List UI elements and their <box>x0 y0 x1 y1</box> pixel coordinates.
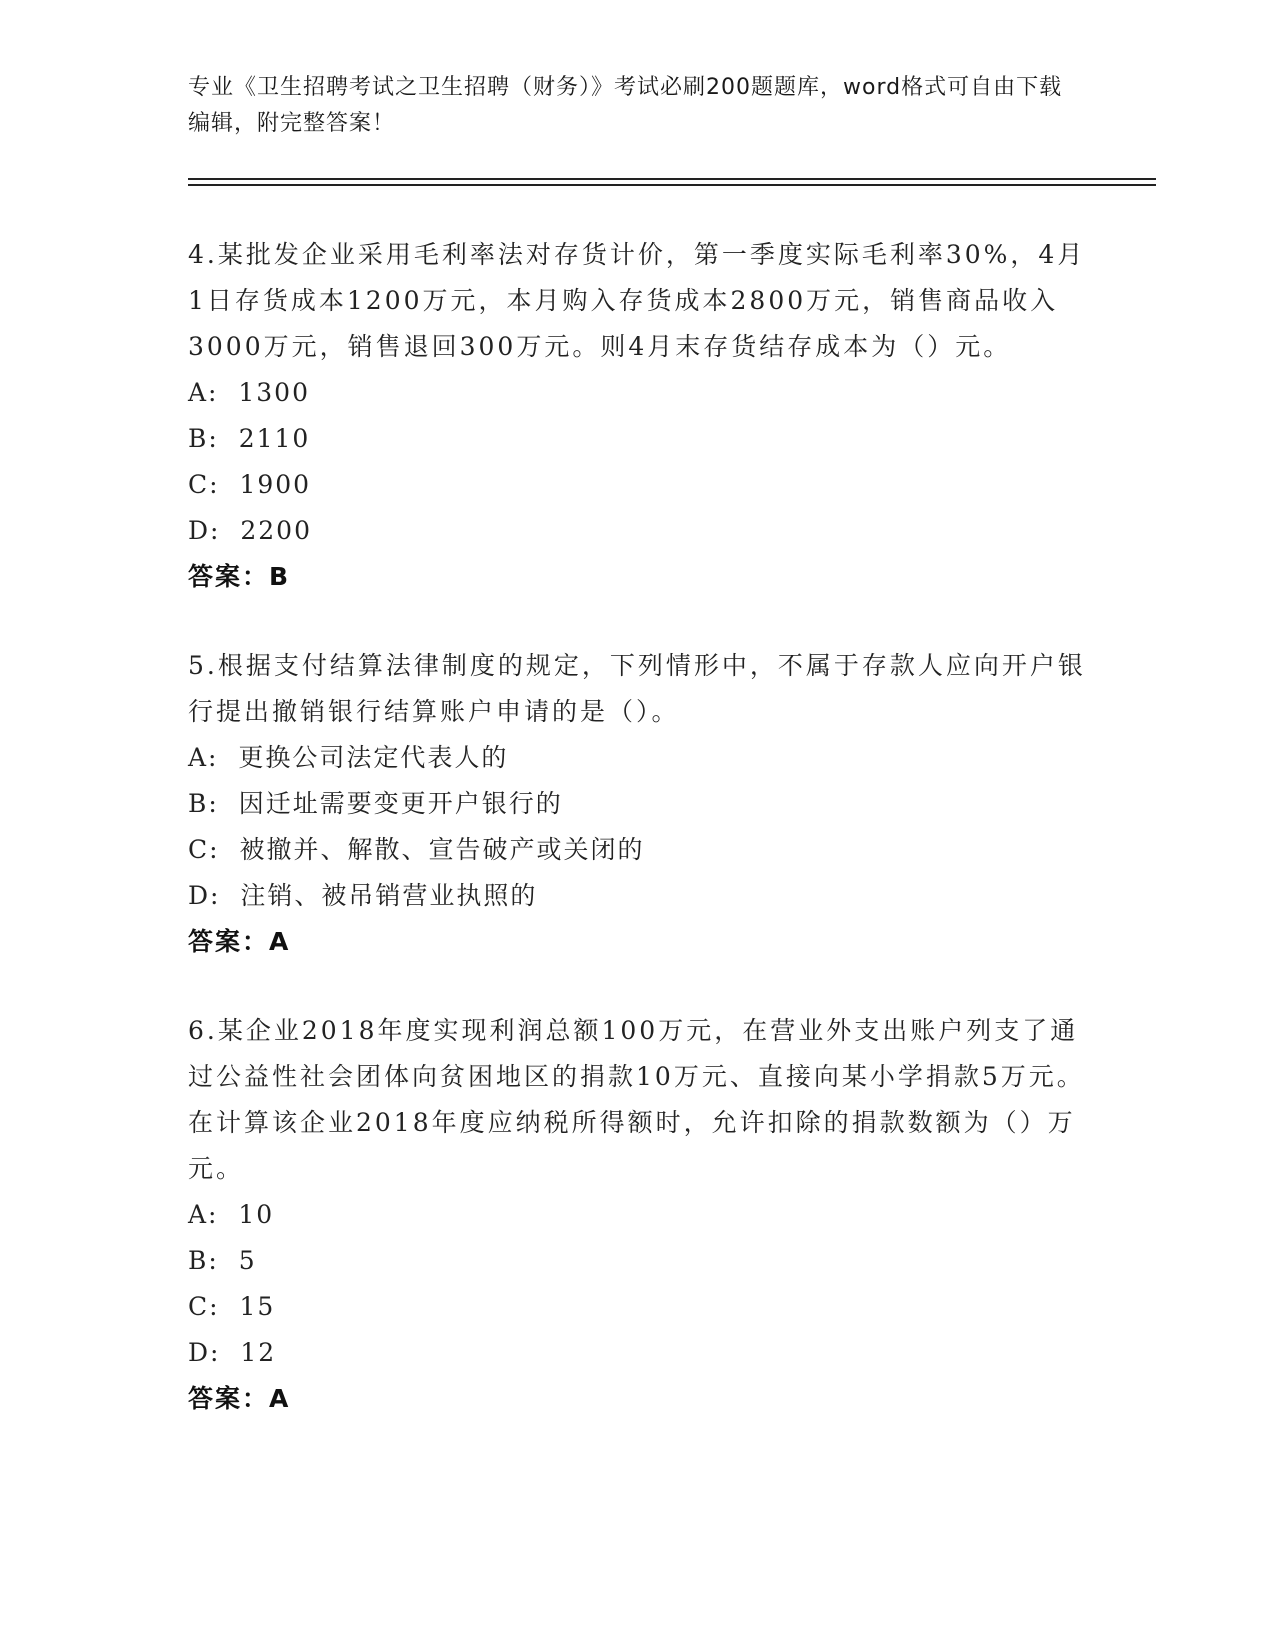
option-d: D: 注销、被吊销营业执照的 <box>188 881 538 910</box>
question-6 <box>188 1008 1088 1422</box>
option-d: D: 2200 <box>188 516 312 545</box>
option-a: A: 1300 <box>188 378 310 407</box>
question-4 <box>188 232 1088 600</box>
option-c: C: 被撤并、解散、宣告破产或关闭的 <box>188 835 645 864</box>
answer-line: 答案：A <box>188 1384 291 1413</box>
option-b: B: 2110 <box>188 424 311 453</box>
option-d: D: 12 <box>188 1338 277 1367</box>
option-a: A: 更换公司法定代表人的 <box>188 743 509 772</box>
option-a: A: 10 <box>188 1200 275 1229</box>
answer-line: 答案：A <box>188 927 291 956</box>
question-stem: 5.根据支付结算法律制度的规定，下列情形中，不属于存款人应向开户银行提出撤销银行结算账户申请的是（）。 <box>188 651 1086 726</box>
option-c: C: 15 <box>188 1292 276 1321</box>
option-c: C: 1900 <box>188 470 312 499</box>
option-b: B: 因迁址需要变更开户银行的 <box>188 789 563 818</box>
document-header: 专业《卫生招聘考试之卫生招聘（财务）》考试必刷200题题库，word格式可自由下载编辑，附完整答案！ <box>188 75 1063 136</box>
question-5 <box>188 643 1088 965</box>
option-b: B: 5 <box>188 1246 257 1275</box>
answer-line: 答案：B <box>188 562 291 591</box>
header-divider-top <box>188 178 1156 180</box>
question-list <box>188 232 1088 1465</box>
question-stem: 6.某企业2018年度实现利润总额100万元，在营业外支出账户列支了通过公益性社会团体向贫困地区的捐款10万元、直接向某小学捐款5万元。在计算该企业2018年度应纳税所得额时，允许扣除的捐款数额为（）万元。 <box>188 1016 1085 1183</box>
question-stem: 4.某批发企业采用毛利率法对存货计价，第一季度实际毛利率30%，4月1日存货成本1200万元，本月购入存货成本2800万元，销售商品收入3000万元，销售退回300万元。则4月末存货结存成本为（）元。 <box>188 240 1086 361</box>
header-divider-bottom <box>188 184 1156 186</box>
